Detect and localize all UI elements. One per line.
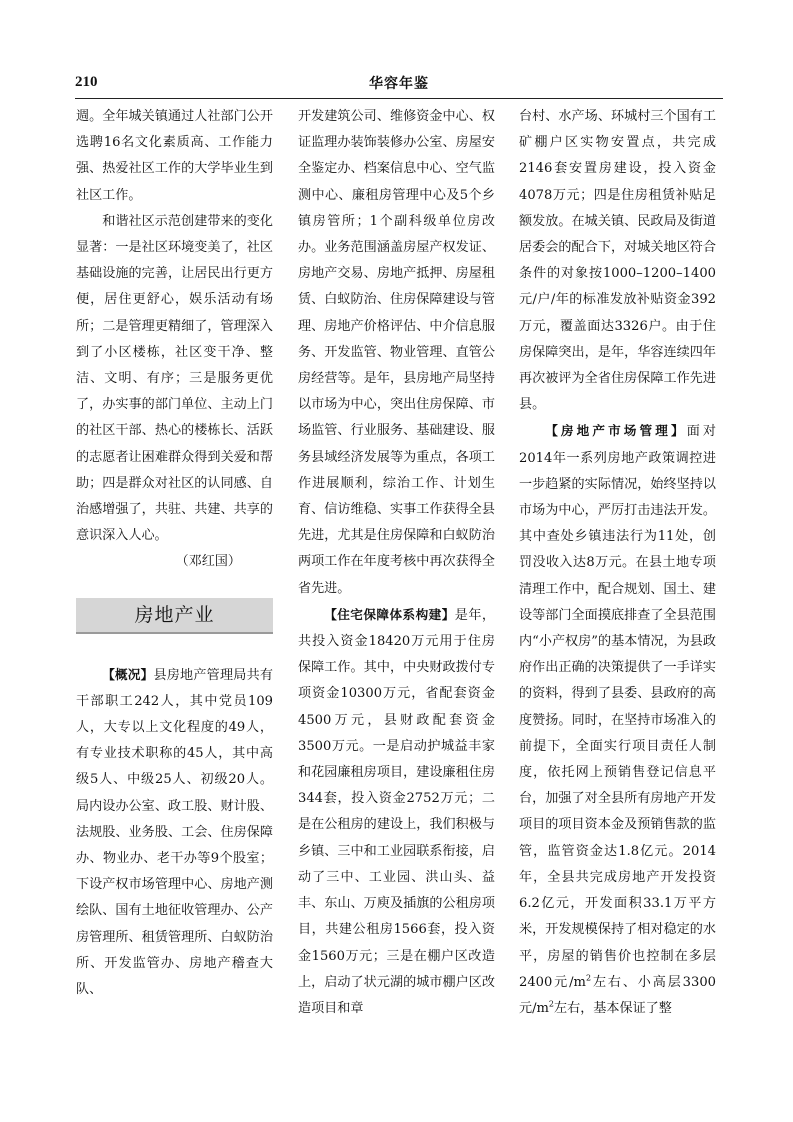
- paragraph-text: 左右，基本保证了整: [554, 1000, 672, 1016]
- paragraph-keyword: 【住宅保障体系构建】: [324, 606, 455, 622]
- paragraph: [298, 602, 495, 1022]
- running-header: [75, 68, 723, 99]
- page-number: 210: [75, 74, 98, 90]
- book-title: 华容年鉴: [369, 76, 429, 92]
- paragraph-text: 面对2014年一系列房地产政策调控进一步趋紧的实际情况，始终坚持以市场为中心，严厉打击违法开发。其中查处乡镇违法行为11处，创罚没收入达8万元。在县土地专项清理工作中，配合规划、国土、建设等部门全面摸底排查了全县范围内“小产权房”的基本情况，为县政府作出正确的决策提供了一手详实的资料，得到了县委、县政府的高度赞扬。同时，在坚持市场准入的前提下，全面实行项目责任人制度，依托网上预销售登记信息平台，加强了对全县所有房地产开发项目的项目资本金及预销售款的监管，监管资金达1.8亿元。2014年，全县共完成房地产开发投资6.2亿元，开发面积33.1万平方米，开发规模保持了相对稳定的水平，房屋的销售价也控制在多层2400元/m: [519, 424, 716, 990]
- text-column-1: [76, 104, 273, 1003]
- author-signature: （邓红国）: [175, 554, 241, 570]
- paragraph-keyword: 【房地产市场管理】: [545, 423, 687, 439]
- paragraph: [519, 418, 716, 1022]
- paragraph-text: 县房地产管理局共有干部职工242人，其中党员109人，大专以上文化程度的49人，有专业技术职称的45人，其中高级5人、中级25人、初级20人。局内设办公室、政工股、财计股、法规股、业务股、工会、住房保障办、物业办、老干办等9个股室；下设产权市场管理中心、房地产测绘队、国有土地征收管理办、公产房管理所、租赁管理所、白蚁防治所、开发监管办、房地产稽查大队、: [76, 667, 273, 998]
- paragraph: [76, 662, 273, 1004]
- paragraph-text: 左右、小高层3300元/m: [519, 974, 716, 1016]
- text-column-2: [298, 104, 495, 1022]
- section-title: 房地产业: [76, 598, 273, 634]
- paragraph-keyword: 【概况】: [102, 666, 154, 682]
- superscript: 2: [585, 973, 592, 983]
- paragraph: 週。全年城关镇通过人社部门公开选聘16名文化素质高、工作能力强、热爱社区工作的大学毕业生到社区工作。: [76, 109, 273, 203]
- paragraph: 台村、水产场、环城村三个国有工矿棚户区实物安置点，共完成2146套安置房建设，投入资金4078万元；四是住房租赁补贴足额发放。在城关镇、民政局及街道居委会的配合下，对城关地区符合条件的对象按1000–1200–1400元/户/年的标准发放补贴资金392万元，覆盖面达3326户。由于住房保障突出，是年，华容连续四年再次被评为全省住房保障工作先进县。: [519, 109, 716, 413]
- paragraph: 开发建筑公司、维修资金中心、权证监理办装饰装修办公室、房屋安全鉴定办、档案信息中心、空气监测中心、廉租房管理中心及5个乡镇房管所；1个副科级单位房改办。业务范围涵盖房屋产权发证、房地产交易、房地产抵押、房屋租赁、白蚁防治、住房保障建设与管理、房地产价格评估、中介信息服务、开发监管、物业管理、直管公房经营等。是年，县房地产局坚持以市场为中心，突出住房保障、市场监管、行业服务、基础建设、服务县域经济发展等为重点，各项工作进展顺利，综治工作、计划生育、信访维稳、实事工作获得全县先进，尤其是住房保障和白蚁防治两项工作在年度考核中再次获得全省先进。: [298, 109, 495, 596]
- paragraph-text: 是年，共投入资金18420万元用于住房保障工作。其中，中央财政拨付专项资金10300万元，省配套资金4500万元，县财政配套资金3500万元。一是启动护城益丰家和花园廉租房项目，建设廉租住房344套，投入资金2752万元；二是在公租房的建设上，我们积极与乡镇、三中和工业园联系衔接，启动了三中、工业园、洪山头、益丰、东山、万庾及插旗的公租房项目，共建公租房1566套，投入资金1560万元；三是在棚户区改造上，启动了状元湖的城市棚户区改造项目和章: [298, 607, 495, 1016]
- paragraph: 和谐社区示范创建带来的变化显著：一是社区环境变美了，社区基础设施的完善，让居民出行更方便，居住更舒心，娱乐活动有场所；二是管理更精细了，管理深入到了小区楼栋，社区变干净、整洁、文明、有序；三是服务更优了，办实事的部门单位、主动上门的社区干部、热心的楼栋长、活跃的志愿者让困难群众得到关爱和帮助；四是群众对社区的认同感、自治感增强了，共驻、共建、共享的意识深入人心。: [76, 213, 273, 544]
- text-column-3: [519, 104, 716, 1022]
- superscript: 2: [548, 999, 555, 1009]
